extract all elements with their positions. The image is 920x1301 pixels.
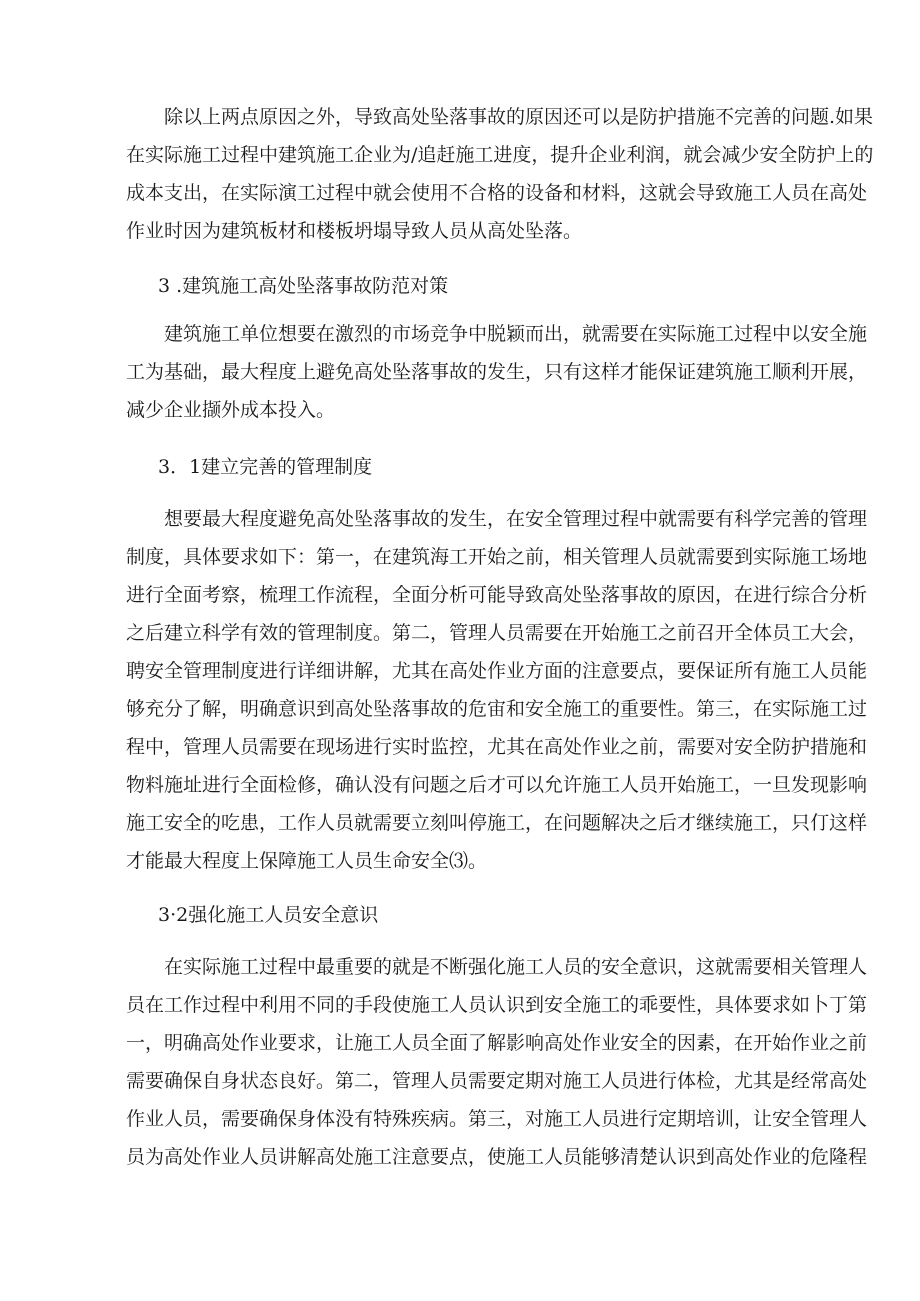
paragraph-line: 才能最大程度上保障施工人员生命安全⑶。 bbox=[126, 850, 488, 872]
paragraph-line: 建筑施工单位想要在激烈的市场竞争中脱颖而出，就需要在实际施工过程中以安全施 bbox=[126, 323, 868, 345]
paragraph-line: 进行全面考察，梳理工作流程，全面分析可能导致高处坠落事故的原因，在进行综合分析 bbox=[126, 584, 868, 606]
paragraph-line: 聘安全管理制度进行详细讲解，尤其在高处作业方面的注意要点，要保证所有施工人员能 bbox=[126, 660, 868, 682]
paragraph-line: 想要最大程度避免高处坠落事故的发生，在安全管理过程中就需要有科学完善的管理 bbox=[126, 508, 868, 530]
paragraph-line: 一，明确高处作业要求，让施工人员全面了解影响高处作业安全的因素，在开始作业之前 bbox=[126, 1032, 868, 1054]
section-heading-3-1: 3．1建立完善的管理制度 bbox=[158, 456, 373, 478]
paragraph-line: 够充分了解，明确意识到高处坠落事故的危宙和安全施工的重要性。第三，在实际施工过 bbox=[126, 698, 868, 720]
paragraph-line: 物料施址进行全面检修，确认没有问题之后才可以允许施工人员开始施工，一旦发现影响 bbox=[126, 774, 868, 796]
paragraph-line: 工为基础，最大程度上避免高处坠落事故的发生，只有这样才能保证建筑施工顺利开展， bbox=[126, 361, 868, 383]
paragraph-line: 之后建立科学有效的管理制度。第二，管理人员需要在开始施工之前召开全体员工大会， bbox=[126, 622, 868, 644]
paragraph-line: 成本支出，在实际演工过程中就会使用不合格的设备和材料，这就会导致施工人员在高处 bbox=[126, 182, 868, 204]
paragraph-line: 施工安全的吃患，工作人员就需要立刻叫停施工，在问题解决之后才继续施工，只仃这样 bbox=[126, 812, 868, 834]
paragraph-line: 在实际施工过程中最重要的就是不断强化施工人员的安全意识，这就需要相关管理人 bbox=[126, 956, 868, 978]
paragraph-line: 作业人员，需要确保身体没有特殊疾病。第三，对施工人员进行定期培训，让安全管理人 bbox=[126, 1108, 868, 1130]
paragraph-line: 在实际施工过程中建筑施工企业为/追赶施工进度，提升企业利润，就会减少安全防护上的 bbox=[126, 144, 874, 166]
paragraph-line: 员在工作过程中利用不同的手段使施工人员认识到安全施工的乖要性，具体要求如卜丁第 bbox=[126, 994, 868, 1016]
section-heading-3-2: 3·2强化施工人员安全意识 bbox=[158, 904, 379, 926]
paragraph-line: 员为高处作业人员讲解高处施工注意要点，使施工人员能够清楚认识到高处作业的危隆程 bbox=[126, 1146, 868, 1168]
section-heading-3: 3 .建筑施工高处坠落事故防范对策 bbox=[158, 275, 449, 297]
paragraph-line: 需要确保自身状态良好。第二，管理人员需要定期对施工人员进行体检，尤其是经常高处 bbox=[126, 1070, 868, 1092]
paragraph-line: 减少企业撷外成本投入。 bbox=[126, 399, 336, 421]
paragraph-line: 制度，具体要求如下：第一，在建筑海工开始之前，相关管理人员就需要到实际施工场地 bbox=[126, 546, 868, 568]
paragraph-line: 除以上两点原因之外，导致高处坠落事故的原因还可以是防护措施不完善的问题.如果 bbox=[126, 106, 874, 128]
paragraph-line: 程中，管理人员需要在现场进行实时监控，尤其在高处作业之前，需要对安全防护措施和 bbox=[126, 736, 868, 758]
paragraph-line: 作业时因为建筑板材和楼板坍塌导致人员从高处坠落。 bbox=[126, 220, 583, 242]
